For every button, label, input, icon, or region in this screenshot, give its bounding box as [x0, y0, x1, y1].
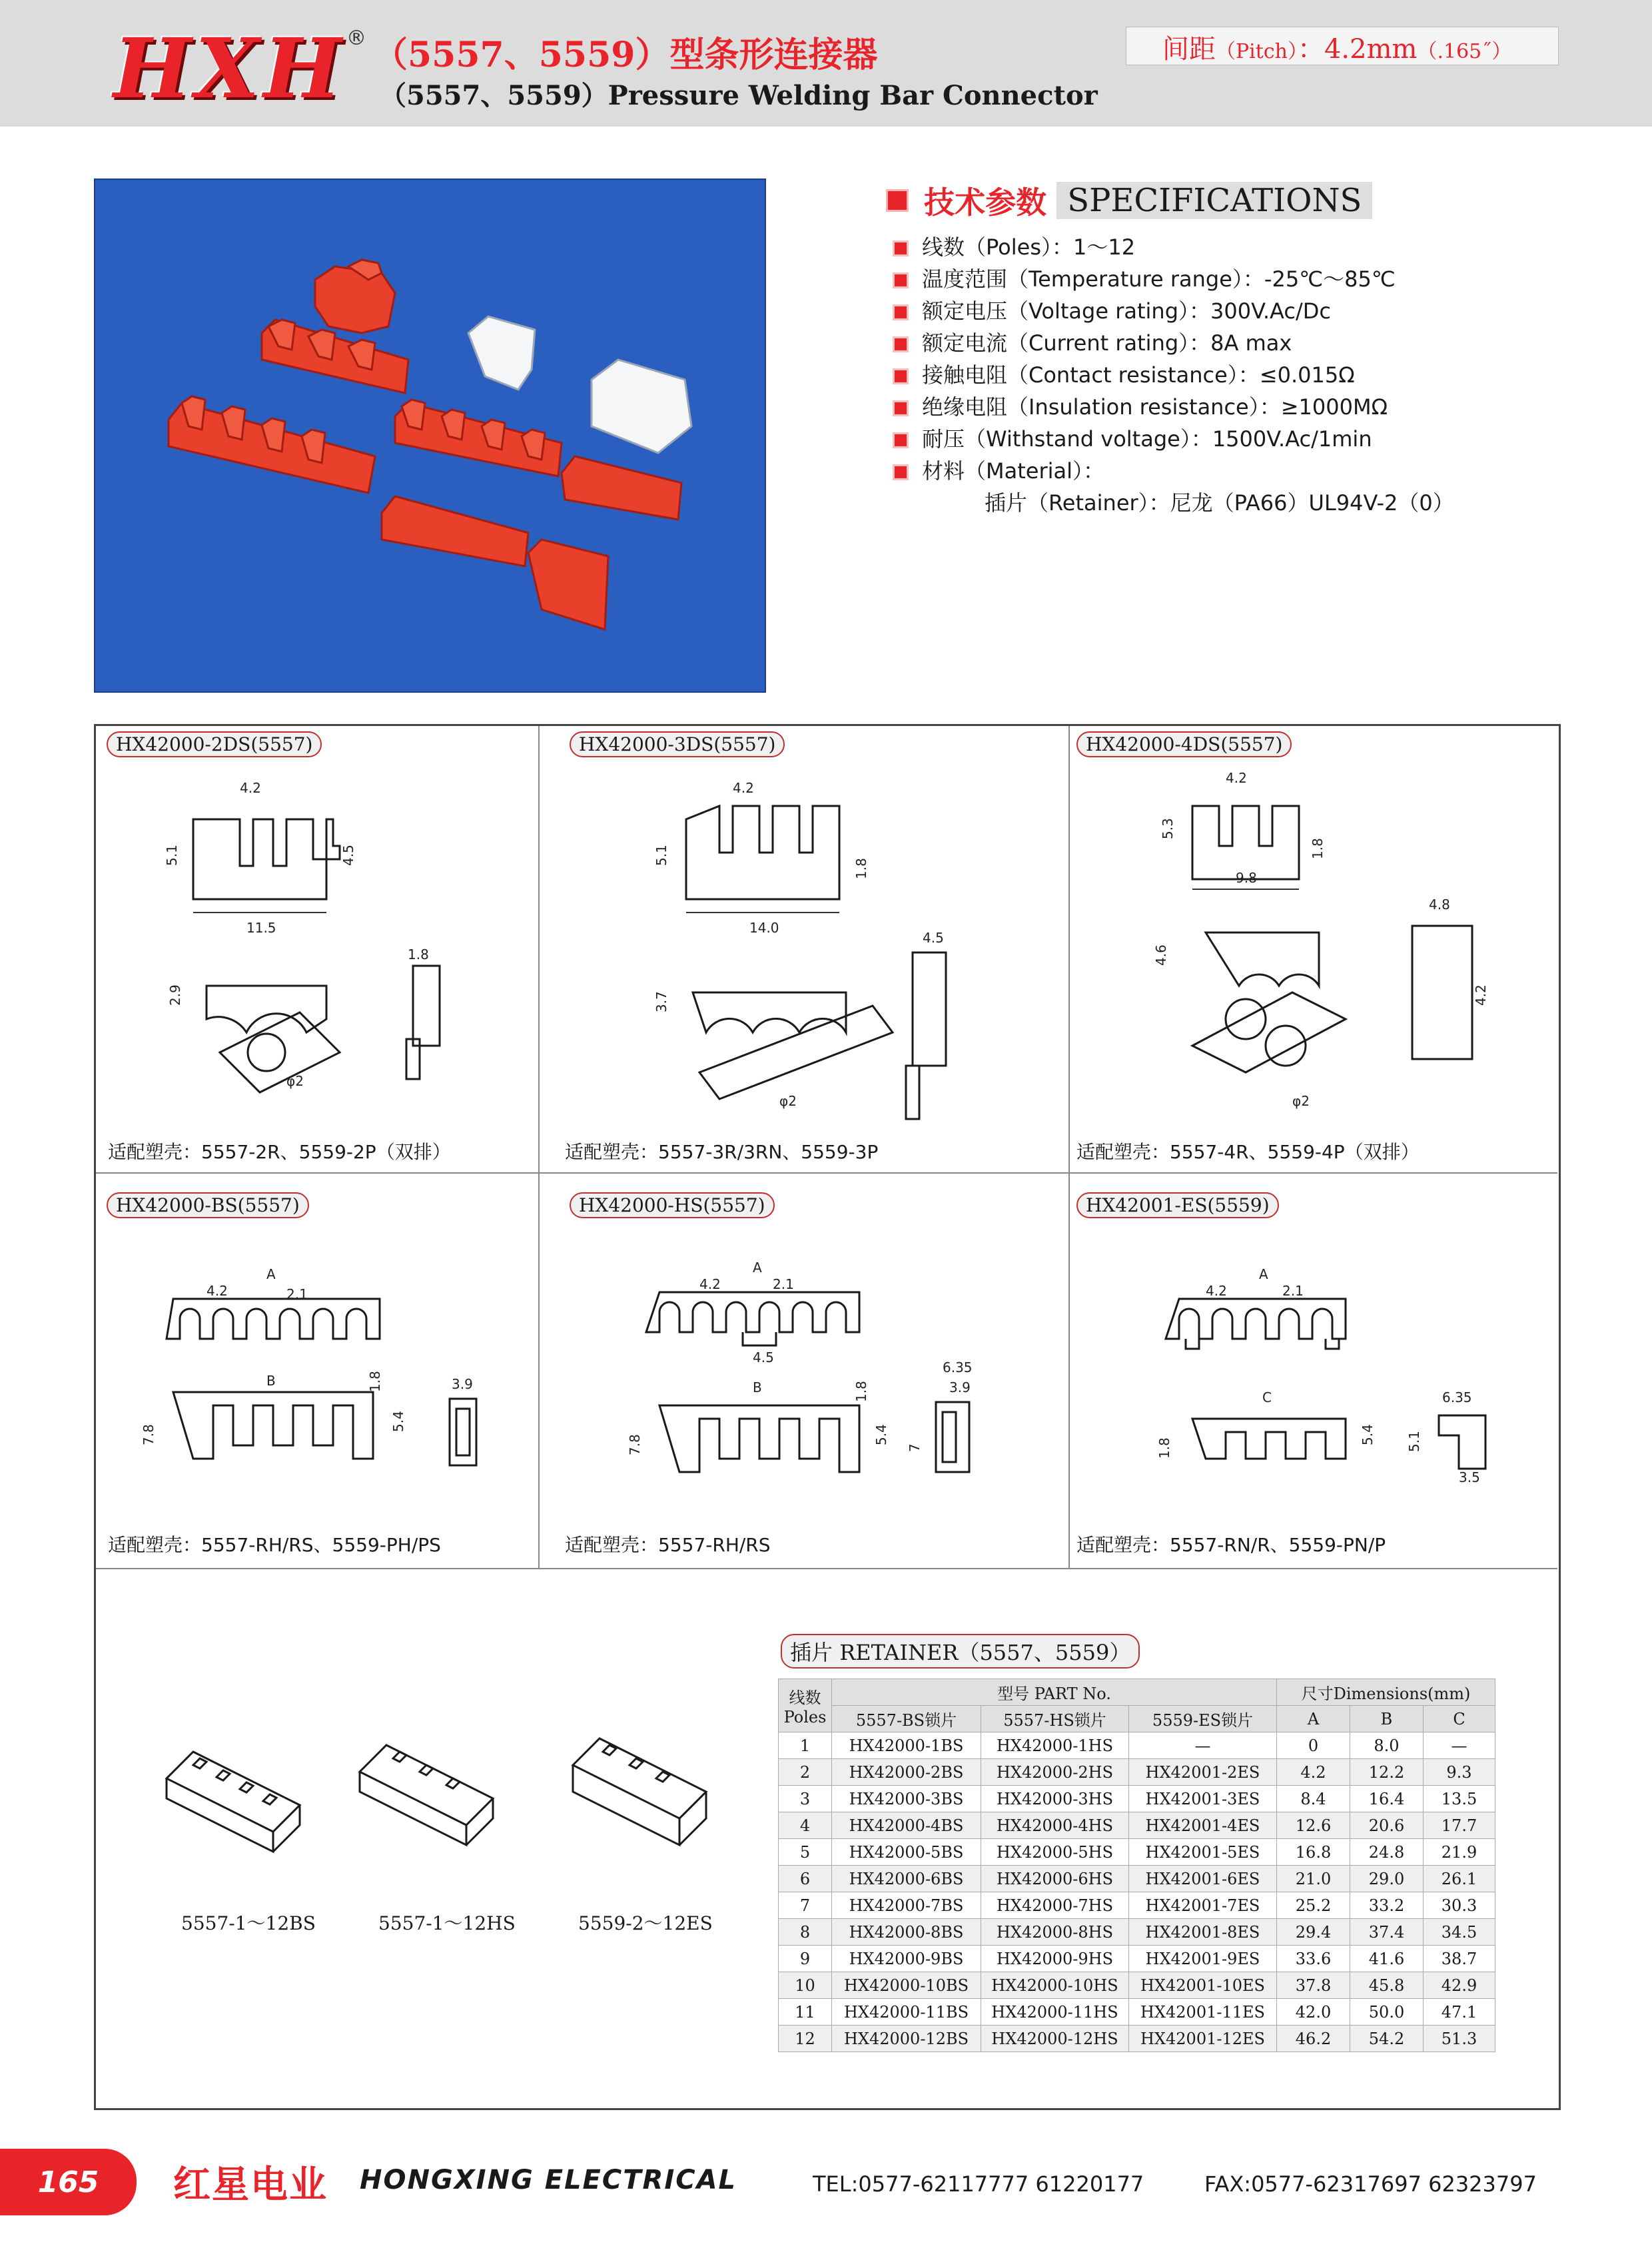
fit-housing: 适配塑壳：5557-2R、5559-2P（双排）: [108, 1141, 451, 1163]
table-cell: 9.3: [1424, 1759, 1495, 1786]
svg-text:C: C: [1262, 1389, 1272, 1405]
svg-text:4.2: 4.2: [1473, 984, 1489, 1006]
svg-text:5.3: 5.3: [1160, 818, 1176, 839]
page-number: 165: [0, 2149, 137, 2215]
table-cell: 8.4: [1277, 1786, 1350, 1812]
specs-heading-cn: 技术参数: [924, 185, 1047, 220]
bullet-icon: [893, 272, 909, 288]
table-cell: HX42000-12BS: [832, 2026, 981, 2052]
svg-text:3.5: 3.5: [1459, 1469, 1480, 1485]
svg-text:4.2: 4.2: [699, 1276, 721, 1292]
table-row: [779, 1759, 1495, 1786]
drawing-hs: [620, 1252, 993, 1479]
bullet-icon: [893, 400, 909, 416]
table-cell: 54.2: [1350, 2026, 1424, 2052]
table-cell: 10: [779, 1972, 832, 1999]
svg-text:2.9: 2.9: [167, 984, 183, 1006]
svg-text:1.8: 1.8: [367, 1371, 383, 1392]
table-row: [779, 1999, 1495, 2026]
table-cell: HX42000-10BS: [832, 1972, 981, 1999]
table-row: [779, 1786, 1495, 1812]
table-cell: 12.2: [1350, 1759, 1424, 1786]
retainer-table: [778, 1679, 1495, 2052]
table-cell: HX42000-3BS: [832, 1786, 981, 1812]
retainer-3d-drawings: [160, 1725, 733, 1898]
svg-text:14.0: 14.0: [749, 920, 779, 936]
retainer-title-cn: 插片: [790, 1640, 833, 1665]
spec-item: 温度范围（Temperature range）：-25℃～85℃: [893, 262, 1396, 293]
fit-housing: 适配塑壳：5557-4R、5559-4P（双排）: [1076, 1141, 1420, 1163]
drawing-2ds: [133, 773, 506, 1126]
spec-item: 接触电阻（Contact resistance）：≤0.015Ω: [893, 358, 1355, 389]
drawing-es: [1132, 1252, 1505, 1485]
bullet-icon: [893, 336, 909, 352]
svg-text:A: A: [753, 1260, 762, 1276]
table-cell: 21.0: [1277, 1866, 1350, 1892]
svg-text:3.9: 3.9: [452, 1376, 473, 1392]
table-cell: HX42000-5BS: [832, 1839, 981, 1866]
svg-text:φ2: φ2: [779, 1093, 797, 1109]
panel-divider: [538, 726, 540, 1569]
table-cell: HX42000-4HS: [981, 1812, 1129, 1839]
drawing-4ds: [1126, 766, 1499, 1126]
part-tag: HX42000-BS(5557): [107, 1192, 309, 1218]
fit-housing: 适配塑壳：5557-RH/RS: [565, 1534, 771, 1556]
table-cell: 4.2: [1277, 1759, 1350, 1786]
svg-text:1.8: 1.8: [1156, 1437, 1172, 1459]
svg-text:5.4: 5.4: [1360, 1424, 1376, 1445]
table-row: [779, 1839, 1495, 1866]
panel-divider: [96, 1568, 1557, 1569]
svg-text:4.6: 4.6: [1153, 944, 1169, 966]
drawing-bs: [133, 1259, 506, 1479]
retainer-title: [781, 1634, 1140, 1669]
table-cell: HX42000-3HS: [981, 1786, 1129, 1812]
table-cell: 16.8: [1277, 1839, 1350, 1866]
table-cell: HX42000-12HS: [981, 2026, 1129, 2052]
table-cell: HX42000-2HS: [981, 1759, 1129, 1786]
col-poles-header: 线数 Poles: [779, 1679, 832, 1732]
table-cell: HX42001-9ES: [1129, 1946, 1277, 1972]
spec-item: 耐压（Withstand voltage）：1500V.Ac/1min: [893, 422, 1372, 453]
pitch-inch: （.165˝）: [1417, 40, 1512, 63]
table-cell: HX42000-9HS: [981, 1946, 1129, 1972]
table-cell: HX42000-11HS: [981, 1999, 1129, 2026]
page-title-en: （5557、5559）Pressure Welding Bar Connector: [380, 80, 1098, 111]
table-cell: 29.0: [1350, 1866, 1424, 1892]
table-cell: 16.4: [1350, 1786, 1424, 1812]
heading-square-icon: [886, 189, 909, 212]
table-cell: HX42001-6ES: [1129, 1866, 1277, 1892]
table-cell: HX42000-4BS: [832, 1812, 981, 1839]
table-cell: —: [1424, 1732, 1495, 1759]
svg-text:3.7: 3.7: [653, 991, 669, 1012]
fit-housing: 适配塑壳：5557-RH/RS、5559-PH/PS: [108, 1534, 441, 1556]
retainer-caption: 5557-1～12BS: [181, 1912, 316, 1934]
table-cell: HX42000-7HS: [981, 1892, 1129, 1919]
svg-text:5.1: 5.1: [653, 845, 669, 866]
svg-text:4.2: 4.2: [240, 780, 261, 796]
table-cell: —: [1129, 1732, 1277, 1759]
product-photo-illustration: [95, 180, 765, 691]
part-tag: HX42001-ES(5559): [1076, 1192, 1279, 1218]
table-cell: HX42000-8BS: [832, 1919, 981, 1946]
table-cell: HX42001-3ES: [1129, 1786, 1277, 1812]
table-cell: 51.3: [1424, 2026, 1495, 2052]
svg-text:φ2: φ2: [1292, 1093, 1310, 1109]
table-cell: HX42000-1BS: [832, 1732, 981, 1759]
product-photo: [94, 179, 766, 693]
table-cell: HX42000-9BS: [832, 1946, 981, 1972]
table-cell: 21.9: [1424, 1839, 1495, 1866]
col-subheader: 5557-BS锁片: [832, 1706, 981, 1732]
table-cell: 9: [779, 1946, 832, 1972]
svg-text:7.8: 7.8: [141, 1424, 157, 1445]
table-cell: HX42000-7BS: [832, 1892, 981, 1919]
table-cell: HX42001-5ES: [1129, 1839, 1277, 1866]
table-cell: 38.7: [1424, 1946, 1495, 1972]
svg-text:1.8: 1.8: [853, 1381, 869, 1402]
col-subheader: C: [1424, 1706, 1495, 1732]
drawing-3ds: [620, 773, 993, 1126]
table-cell: HX42001-7ES: [1129, 1892, 1277, 1919]
part-tag: HX42000-HS(5557): [570, 1192, 775, 1218]
bullet-icon: [893, 368, 909, 384]
svg-text:7: 7: [907, 1443, 923, 1452]
table-cell: 12.6: [1277, 1812, 1350, 1839]
svg-text:5.4: 5.4: [873, 1424, 889, 1445]
table-cell: 30.3: [1424, 1892, 1495, 1919]
table-cell: 8: [779, 1919, 832, 1946]
pitch-value: 4.2mm: [1324, 34, 1418, 65]
specs-heading: [886, 179, 1372, 222]
table-cell: 50.0: [1350, 1999, 1424, 2026]
svg-text:4.2: 4.2: [1206, 1283, 1227, 1299]
table-cell: 25.2: [1277, 1892, 1350, 1919]
registered-mark: ®: [346, 27, 366, 50]
retainer-caption: 5557-1～12HS: [378, 1912, 516, 1934]
table-cell: 5: [779, 1839, 832, 1866]
table-row: [779, 2026, 1495, 2052]
spec-item: 绝缘电阻（Insulation resistance）：≥1000MΩ: [893, 390, 1388, 421]
table-cell: 3: [779, 1786, 832, 1812]
table-cell: 37.8: [1277, 1972, 1350, 1999]
table-row: [779, 1732, 1495, 1759]
svg-text:4.2: 4.2: [206, 1283, 228, 1299]
table-cell: HX42000-6HS: [981, 1866, 1129, 1892]
table-cell: 2: [779, 1759, 832, 1786]
table-row: [779, 1972, 1495, 1999]
page-title-cn: （5557、5559）型条形连接器: [373, 35, 878, 75]
table-cell: HX42000-10HS: [981, 1972, 1129, 1999]
part-tag: HX42000-2DS(5557): [107, 731, 322, 757]
col-part-header: 型号 PART No.: [832, 1679, 1277, 1706]
table-cell: 24.8: [1350, 1839, 1424, 1866]
bullet-icon: [893, 464, 909, 480]
pitch-word: （Pitch）: [1216, 40, 1298, 63]
table-row: [779, 1892, 1495, 1919]
pitch-cn: 间距: [1162, 34, 1216, 65]
svg-text:4.2: 4.2: [733, 780, 754, 796]
col-dims-header: 尺寸Dimensions(mm): [1277, 1679, 1495, 1706]
table-cell: 1: [779, 1732, 832, 1759]
svg-text:5.4: 5.4: [390, 1411, 406, 1432]
svg-text:5.1: 5.1: [1406, 1431, 1422, 1452]
table-row: [779, 1812, 1495, 1839]
table-cell: 8.0: [1350, 1732, 1424, 1759]
table-cell: 46.2: [1277, 2026, 1350, 2052]
svg-text:2.1: 2.1: [773, 1276, 794, 1292]
svg-text:4.8: 4.8: [1429, 897, 1450, 913]
company-name-en: HONGXING ELECTRICAL: [360, 2165, 737, 2195]
svg-text:5.1: 5.1: [164, 845, 180, 866]
svg-text:4.2: 4.2: [1226, 770, 1247, 786]
table-cell: 12: [779, 2026, 832, 2052]
table-cell: HX42000-5HS: [981, 1839, 1129, 1866]
svg-text:A: A: [266, 1266, 276, 1282]
svg-text:A: A: [1259, 1266, 1268, 1282]
table-cell: 6: [779, 1866, 832, 1892]
table-cell: HX42001-4ES: [1129, 1812, 1277, 1839]
svg-text:11.5: 11.5: [246, 920, 276, 936]
table-cell: 20.6: [1350, 1812, 1424, 1839]
table-row: [779, 1866, 1495, 1892]
fit-housing: 适配塑壳：5557-RN/R、5559-PN/P: [1076, 1534, 1386, 1556]
table-row: [779, 1946, 1495, 1972]
table-cell: 11: [779, 1999, 832, 2026]
svg-text:1.8: 1.8: [1310, 838, 1326, 859]
fit-housing: 适配塑壳：5557-3R/3RN、5559-3P: [565, 1141, 879, 1163]
table-cell: 4: [779, 1812, 832, 1839]
spec-item: 线数（Poles）：1～12: [893, 230, 1135, 261]
table-cell: HX42001-11ES: [1129, 1999, 1277, 2026]
table-cell: 47.1: [1424, 1999, 1495, 2026]
svg-text:φ2: φ2: [286, 1073, 304, 1089]
table-cell: HX42001-12ES: [1129, 2026, 1277, 2052]
col-subheader: 5557-HS锁片: [981, 1706, 1129, 1732]
col-subheader: 5559-ES锁片: [1129, 1706, 1277, 1732]
table-cell: 42.0: [1277, 1999, 1350, 2026]
svg-text:4.5: 4.5: [340, 845, 356, 866]
svg-text:1.8: 1.8: [853, 858, 869, 879]
retainer-caption: 5559-2～12ES: [578, 1912, 713, 1934]
table-cell: HX42000-11BS: [832, 1999, 981, 2026]
svg-text:B: B: [266, 1373, 276, 1389]
table-cell: 13.5: [1424, 1786, 1495, 1812]
table-cell: HX42000-6BS: [832, 1866, 981, 1892]
svg-text:B: B: [753, 1379, 762, 1395]
brand-logo: HXH: [113, 21, 346, 117]
svg-text:1.8: 1.8: [408, 946, 429, 962]
table-cell: 34.5: [1424, 1919, 1495, 1946]
spec-material-line: 插片（Retainer）：尼龙（PA66）UL94V-2（0）: [985, 490, 1454, 516]
table-cell: 26.1: [1424, 1866, 1495, 1892]
svg-text:4.5: 4.5: [923, 930, 944, 946]
table-cell: 45.8: [1350, 1972, 1424, 1999]
table-cell: HX42000-1HS: [981, 1732, 1129, 1759]
table-cell: 29.4: [1277, 1919, 1350, 1946]
telephone: TEL:0577-62117777 61220177: [813, 2171, 1144, 2197]
svg-text:2.1: 2.1: [1282, 1283, 1304, 1299]
table-cell: 7: [779, 1892, 832, 1919]
panel-divider: [1068, 726, 1070, 1569]
spec-item: 额定电流（Current rating）：8A max: [893, 326, 1292, 357]
table-cell: 0: [1277, 1732, 1350, 1759]
svg-text:9.8: 9.8: [1236, 870, 1257, 886]
panel-divider: [96, 1172, 1557, 1174]
table-cell: 42.9: [1424, 1972, 1495, 1999]
bullet-icon: [893, 304, 909, 320]
fax: FAX:0577-62317697 62323797: [1204, 2171, 1537, 2197]
table-cell: HX42001-10ES: [1129, 1972, 1277, 1999]
table-cell: HX42001-2ES: [1129, 1759, 1277, 1786]
col-subheader: B: [1350, 1706, 1424, 1732]
part-tag: HX42000-4DS(5557): [1076, 731, 1292, 757]
col-subheader: A: [1277, 1706, 1350, 1732]
pitch-colon: ：: [1297, 34, 1324, 65]
spec-item: 材料（Material）：: [893, 454, 1104, 485]
retainer-title-en: RETAINER（5557、5559）: [839, 1640, 1131, 1665]
spec-item: 额定电压（Voltage rating）：300V.Ac/Dc: [893, 294, 1331, 325]
specs-heading-en: SPECIFICATIONS: [1056, 182, 1372, 219]
table-cell: 33.2: [1350, 1892, 1424, 1919]
svg-text:3.9: 3.9: [949, 1379, 971, 1395]
table-cell: HX42000-8HS: [981, 1919, 1129, 1946]
bullet-icon: [893, 432, 909, 448]
table-row: [779, 1919, 1495, 1946]
table-cell: 41.6: [1350, 1946, 1424, 1972]
table-cell: 33.6: [1277, 1946, 1350, 1972]
pitch-label: [1162, 28, 1511, 66]
table-cell: HX42000-2BS: [832, 1759, 981, 1786]
bullet-icon: [893, 240, 909, 256]
table-cell: 17.7: [1424, 1812, 1495, 1839]
svg-text:2.1: 2.1: [286, 1286, 308, 1302]
svg-text:6.35: 6.35: [943, 1359, 973, 1375]
company-name-cn: 红星电业: [173, 2163, 328, 2207]
svg-text:6.35: 6.35: [1442, 1389, 1472, 1405]
part-tag: HX42000-3DS(5557): [570, 731, 785, 757]
svg-text:4.5: 4.5: [753, 1349, 774, 1365]
table-cell: HX42001-8ES: [1129, 1919, 1277, 1946]
table-cell: 37.4: [1350, 1919, 1424, 1946]
svg-text:7.8: 7.8: [627, 1434, 643, 1455]
